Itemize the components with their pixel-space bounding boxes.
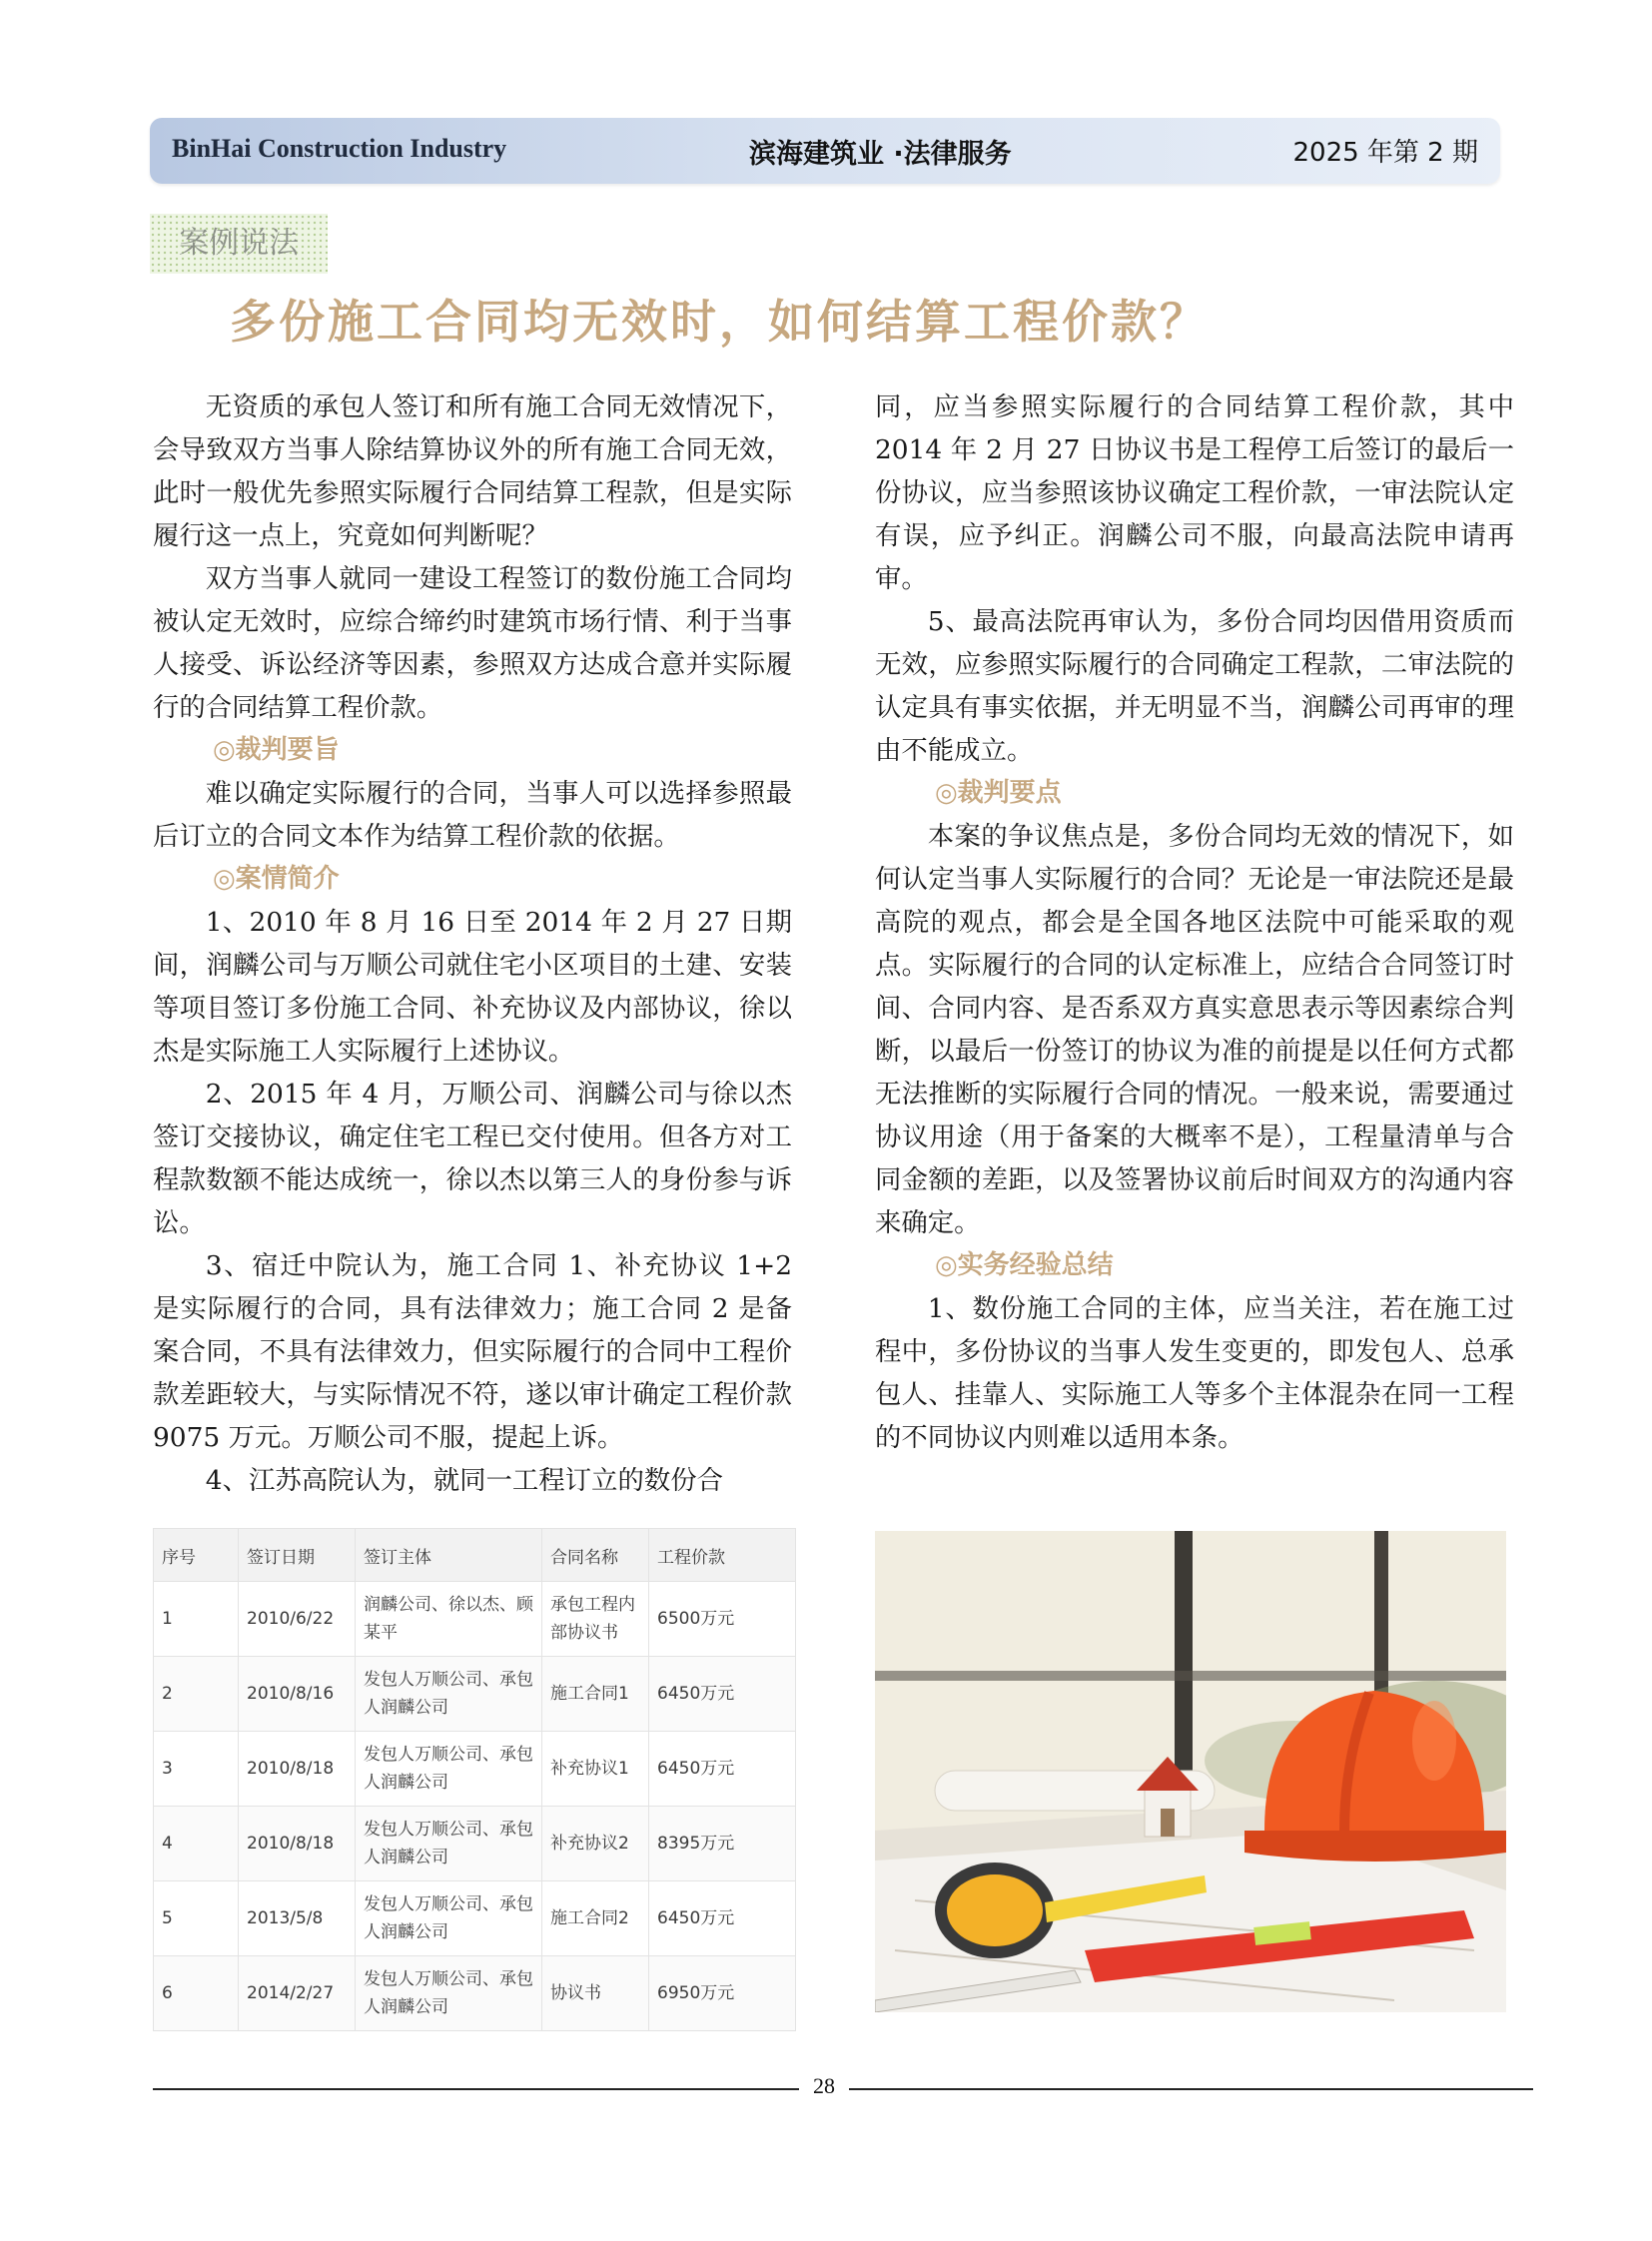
footer-rule-right [849, 2088, 1533, 2090]
table-cell: 2013/5/8 [239, 1881, 356, 1956]
paragraph: 1、数份施工合同的主体，应当关注，若在施工过程中，多份协议的当事人发生变更的，即发包人、总承包人、挂靠人、实际施工人等多个主体混杂在同一工程的不同协议内则难以适用本条。 [875, 1293, 1514, 1453]
paragraph: 1、2010 年 8 月 16 日至 2014 年 2 月 27 日期间，润麟公司与万顺公司就住宅小区项目的土建、安装等项目签订多份施工合同、补充协议及内部协议，徐以杰是实际施工人实际履行上述协议。 [153, 907, 792, 1067]
contracts-table [153, 1528, 796, 2031]
table-cell: 6450万元 [649, 1657, 796, 1732]
house-door [1161, 1809, 1175, 1837]
paragraph: 5、最高法院再审认为，多份合同均因借用资质而无效，应参照实际履行的合同确定工程款，二审法院的认定具有事实依据，并无明显不当，润麟公司再审的理由不能成立。 [875, 606, 1514, 766]
table-cell: 承包工程内部协议书 [542, 1582, 649, 1657]
table-cell: 发包人万顺公司、承包人润麟公司 [356, 1807, 542, 1881]
hard-hat-brim [1244, 1831, 1506, 1862]
journal-section: 滨海建筑业 ·法律服务 [749, 139, 1012, 170]
table-cell: 6950万元 [649, 1956, 796, 2031]
table-cell: 5 [154, 1881, 239, 1956]
right-column [875, 385, 1514, 1459]
table-cell: 6 [154, 1956, 239, 2031]
table-cell: 4 [154, 1807, 239, 1881]
article-title: 多份施工合同均无效时，如何结算工程价款？ [230, 295, 1209, 349]
paragraph: 3、宿迁中院认为，施工合同 1、补充协议 1+2 是实际履行的合同，具有法律效力；施工合同 2 是备案合同，不具有法律效力，但实际履行的合同中工程价款差距较大，与实际情况不符，遂以审计确定工程价款 9075 万元。万顺公司不服，提起上诉。 [153, 1250, 792, 1453]
table-header-cell: 合同名称 [542, 1529, 649, 1582]
table-cell: 补充协议1 [542, 1732, 649, 1807]
table-row [154, 1807, 796, 1881]
table-cell: 8395万元 [649, 1807, 796, 1881]
paragraph: 本案的争议焦点是，多份合同均无效的情况下，如何认定当事人实际履行的合同？无论是一审法院还是最高院的观点，都会是全国各地区法院中可能采取的观点。实际履行的合同的认定标准上，应结合合同签订时间、合同内容、是否系双方真实意思表示等因素综合判断，以最后一份签订的协议为准的前提是以任何方式都无法推断的实际履行合同的情况。一般来说，需要通过协议用途（用于备案的大概率不是），工程量清单与合同金额的差距，以及签署协议前后时间双方的沟通内容来确定。 [875, 821, 1514, 1238]
table-cell: 2 [154, 1657, 239, 1732]
table-cell: 发包人万顺公司、承包人润麟公司 [356, 1732, 542, 1807]
table-cell: 6450万元 [649, 1732, 796, 1807]
table-cell: 发包人万顺公司、承包人润麟公司 [356, 1657, 542, 1732]
paragraph: 双方当事人就同一建设工程签订的数份施工合同均被认定无效时，应综合缔约时建筑市场行情、利于当事人接受、诉讼经济等因素，参照双方达成合意并实际履行的合同结算工程价款。 [153, 563, 792, 723]
subheading-case-summary: ◎案情简介 [213, 864, 340, 894]
subheading-ruling-gist: ◎裁判要旨 [213, 735, 340, 765]
table-row [154, 1657, 796, 1732]
window-rail [875, 1671, 1506, 1681]
paragraph: 难以确定实际履行的合同，当事人可以选择参照最后订立的合同文本作为结算工程价款的依据。 [153, 778, 792, 852]
table-row [154, 1732, 796, 1807]
table-header-cell: 签订日期 [239, 1529, 356, 1582]
paragraph: 2、2015 年 4 月，万顺公司、润麟公司与徐以杰签订交接协议，确定住宅工程已交付使用。但各方对工程款数额不能达成统一，徐以杰以第三人的身份参与诉讼。 [153, 1079, 792, 1238]
table-cell: 补充协议2 [542, 1807, 649, 1881]
page-number: 28 [813, 2073, 835, 2098]
table-header-cell: 签订主体 [356, 1529, 542, 1582]
window-mullion [1175, 1531, 1193, 1791]
issue-number: 2025 年第 2 期 [1292, 138, 1478, 168]
table-cell: 润麟公司、徐以杰、顾某平 [356, 1582, 542, 1657]
table-cell: 施工合同1 [542, 1657, 649, 1732]
table-row [154, 1582, 796, 1657]
paragraph: 4、江苏高院认为，就同一工程订立的数份合 [205, 1465, 724, 1496]
table-row [154, 1956, 796, 2031]
footer-rule-left [153, 2088, 799, 2090]
left-column [153, 385, 792, 1502]
photo-illustration [875, 1531, 1506, 2012]
table-cell: 1 [154, 1582, 239, 1657]
hard-hat-highlight [1412, 1701, 1456, 1781]
table-cell: 发包人万顺公司、承包人润麟公司 [356, 1956, 542, 2031]
paragraph: 无资质的承包人签订和所有施工合同无效情况下，会导致双方当事人除结算协议外的所有施工合同无效，此时一般优先参照实际履行合同结算工程款，但是实际履行这一点上，究竟如何判断呢？ [153, 391, 792, 551]
table-cell: 2014/2/27 [239, 1956, 356, 2031]
table-header-cell: 序号 [154, 1529, 239, 1582]
table-header-row [154, 1529, 796, 1582]
table-cell: 发包人万顺公司、承包人润麟公司 [356, 1881, 542, 1956]
table-cell: 协议书 [542, 1956, 649, 2031]
table-row [154, 1881, 796, 1956]
section-label: 案例说法 [150, 214, 328, 274]
subheading-ruling-points: ◎裁判要点 [935, 778, 1062, 808]
tape-measure-face [947, 1874, 1043, 1946]
table-cell: 6450万元 [649, 1881, 796, 1956]
header-bar [150, 118, 1500, 184]
paragraph: 同，应当参照实际履行的合同结算工程价款，其中 2014 年 2 月 27 日协议书是工程停工后签订的最后一份协议，应当参照该协议确定工程价款，一审法院认定有误，应予纠正。润麟公司不服，向最高法院申请再审。 [875, 391, 1514, 594]
subheading-practice-summary: ◎实务经验总结 [935, 1250, 1114, 1280]
table-cell: 2010/8/18 [239, 1807, 356, 1881]
journal-english-name: BinHai Construction Industry [172, 134, 507, 163]
table-cell: 6500万元 [649, 1582, 796, 1657]
table-cell: 3 [154, 1732, 239, 1807]
construction-tools-photo [875, 1531, 1506, 2012]
table-cell: 2010/6/22 [239, 1582, 356, 1657]
table-header-cell: 工程价款 [649, 1529, 796, 1582]
table-cell: 2010/8/18 [239, 1732, 356, 1807]
table-cell: 施工合同2 [542, 1881, 649, 1956]
table-cell: 2010/8/16 [239, 1657, 356, 1732]
